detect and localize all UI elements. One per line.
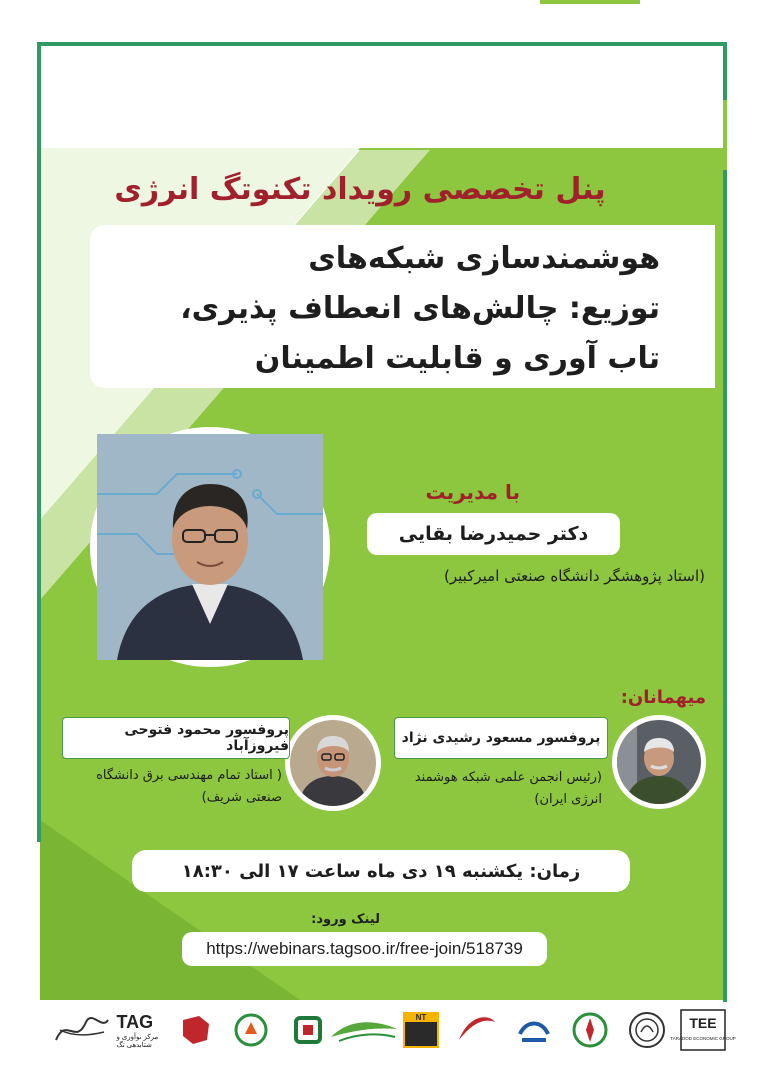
tee-logo-text: TEE [689,1015,717,1031]
tee-logo [670,1008,736,1052]
swoosh-logo-icon [455,1008,499,1052]
moderator-photo [90,427,330,667]
event-time: زمان: یکشنبه ۱۹ دی ماه ساعت ۱۷ الی ۱۸:۳۰ [132,850,630,892]
tag-logo-subtitle: مرکز نوآوری و شتابدهی تگ [116,1033,159,1049]
iran-map-logo-icon [173,1008,217,1052]
soona-logo-icon [286,1008,330,1052]
tag-logo-text: TAG [116,1011,154,1032]
guest-1-affiliation [410,767,602,811]
link-label: لینک ورود: [311,912,380,927]
guest-1-photo [612,715,706,809]
seal-logo-icon [625,1008,669,1052]
guest-2-affiliation-line-1: ( استاد تمام مهندسی برق دانشگاه [96,768,282,783]
subtitle-line-1: هوشمندسازی شبکه‌های [308,241,660,276]
calligraphy-logo-icon [60,1008,104,1052]
tag-logo [116,1008,160,1052]
nt-logo [399,1008,443,1052]
webinar-link[interactable]: https://webinars.tagsoo.ir/free-join/518739 [182,932,547,966]
subtitle-line-2: توزیع: چالش‌های انعطاف پذیری، [180,291,660,326]
frame-left-line [37,42,41,842]
event-title: پنل تخصصی رویداد تکنوتگ انرژی [114,172,606,207]
panel-subtitle [120,234,660,384]
green-arrow-logo-icon [229,1008,273,1052]
rasad-logo-icon [512,1008,556,1052]
moderator-name: دکتر حمیدرضا بقایی [367,513,620,555]
nt-logo-text: NT [415,1013,427,1022]
emblem-logo-icon [568,1008,612,1052]
frame-top-line [37,42,727,46]
guest-2-affiliation [66,765,282,809]
guest-2-photo [285,715,381,811]
tee-logo-subtitle: TARADOD ECONOMIC GROUP [670,1036,736,1041]
top-accent [540,0,640,4]
guests-label: میهمانان: [620,687,706,708]
frame-accent [723,100,727,170]
leaf-logo-icon [342,1008,386,1052]
guest-1-affiliation-line-1: (رئیس انجمن علمی شبکه هوشمند [414,770,602,785]
moderator-affiliation: (استاد پژوهشگر دانشگاه صنعتی امیرکبیر) [444,567,705,585]
sponsor-logos [60,1000,736,1060]
subtitle-line-3: تاب آوری و قابلیت اطمینان [254,341,660,376]
guest-1-name: پروفسور مسعود رشیدی نژاد [394,717,608,759]
guest-1-affiliation-line-2: انرژی ایران) [534,792,602,807]
moderator-portrait [97,434,323,660]
guest-2-affiliation-line-2: صنعتی شریف) [201,790,282,805]
moderator-label: با مدیریت [425,480,520,504]
guest-2-name: پروفسور محمود فتوحی فیروزآباد [62,717,290,759]
frame-right-line [723,42,727,1002]
